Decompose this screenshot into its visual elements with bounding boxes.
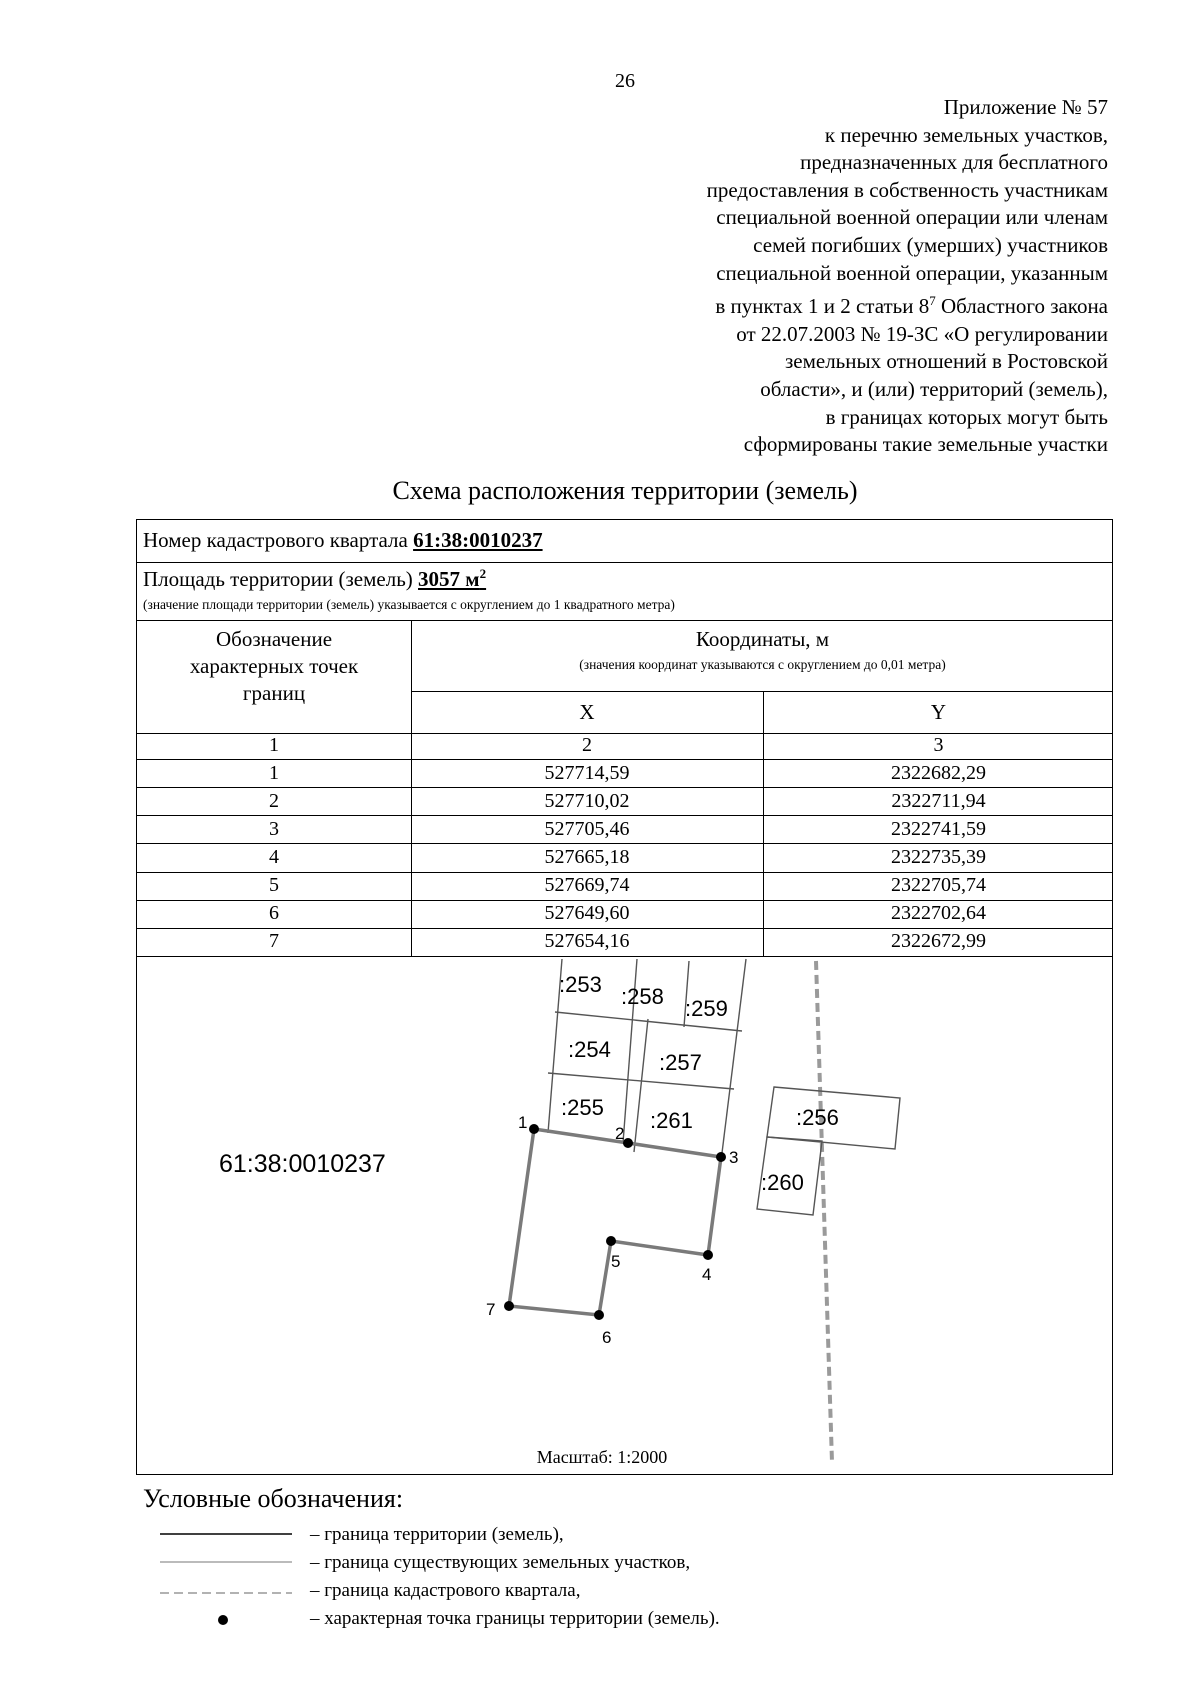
parcel-boundary-symbol bbox=[160, 1552, 295, 1572]
header-line: Обозначение bbox=[215, 627, 333, 651]
point-label: 5 bbox=[611, 1252, 621, 1271]
boundary-point bbox=[529, 1124, 539, 1134]
appendix-line: специальной военной операции, указанным bbox=[716, 260, 1108, 285]
appendix-line: от 22.07.2003 № 19-ЗС «О регулировании bbox=[736, 321, 1108, 346]
quarter-label: 61:38:0010237 bbox=[219, 1150, 386, 1178]
area-row bbox=[143, 566, 486, 592]
quarter-boundary-symbol bbox=[160, 1580, 295, 1600]
area-value bbox=[418, 567, 486, 591]
column-number: 1 bbox=[269, 734, 279, 756]
point-label: 7 bbox=[486, 1300, 496, 1319]
cadastral-map bbox=[137, 957, 1112, 1474]
x-cell: 527705,46 bbox=[544, 818, 630, 840]
point-cell: 5 bbox=[269, 874, 279, 896]
y-cell: 2322735,39 bbox=[891, 846, 986, 868]
x-cell: 527710,02 bbox=[544, 790, 630, 812]
parcel-label: :256 bbox=[796, 1105, 839, 1130]
quarter-boundary bbox=[816, 961, 832, 1462]
parcel-label: :257 bbox=[659, 1050, 702, 1075]
parcel-label: :259 bbox=[685, 996, 728, 1021]
appendix-line-article bbox=[707, 287, 1108, 321]
boundary-point bbox=[606, 1236, 616, 1246]
y-cell: 2322741,59 bbox=[891, 818, 986, 840]
legend-label: – граница кадастрового квартала, bbox=[310, 1580, 581, 1601]
legend-item bbox=[0, 1552, 1200, 1578]
table-divider bbox=[137, 900, 1112, 901]
cadastral-row bbox=[143, 528, 543, 553]
appendix-line: области», и (или) территорий (земель), bbox=[760, 376, 1108, 401]
table-divider bbox=[137, 815, 1112, 816]
column-number: 3 bbox=[933, 734, 944, 756]
page-number: 26 bbox=[615, 70, 635, 92]
coordinates-note: (значения координат указываются с округлением до 0,01 метра) bbox=[579, 657, 946, 672]
appendix-line: предназначенных для бесплатного bbox=[800, 150, 1108, 175]
point-cell: 3 bbox=[269, 818, 279, 840]
map-scale: Масштаб: 1:2000 bbox=[536, 1447, 668, 1467]
table-divider bbox=[137, 620, 1112, 621]
x-cell: 527665,18 bbox=[544, 846, 630, 868]
parcel-label: :260 bbox=[761, 1170, 804, 1195]
appendix-line: в границах которых могут быть bbox=[825, 404, 1108, 429]
parcel-label: :261 bbox=[650, 1108, 693, 1133]
appendix-header bbox=[707, 94, 1108, 459]
y-cell: 2322672,99 bbox=[891, 930, 986, 952]
appendix-line: земельных отношений в Ростовской bbox=[784, 349, 1108, 374]
table-divider bbox=[137, 759, 1112, 760]
area-note: (значение площади территории (земель) указывается с округлением до 1 квадратного метра) bbox=[143, 597, 675, 612]
appendix-line: Приложение № 57 bbox=[943, 95, 1108, 119]
appendix-article-text: в пунктах 1 и 2 статьи 8 bbox=[715, 294, 930, 319]
scheme-title: Схема расположения территории (земель) bbox=[392, 476, 858, 505]
y-cell: 2322702,64 bbox=[891, 902, 986, 924]
territory-boundary-symbol bbox=[160, 1524, 295, 1544]
x-cell: 527669,74 bbox=[544, 874, 630, 896]
appendix-line: к перечню земельных участков, bbox=[824, 122, 1108, 147]
legend-label: – граница существующих земельных участков, bbox=[310, 1552, 691, 1573]
x-cell: 527654,16 bbox=[544, 930, 630, 952]
point-label: 3 bbox=[729, 1148, 739, 1167]
point-cell: 7 bbox=[269, 930, 279, 952]
boundary-point bbox=[504, 1301, 514, 1311]
header-line: характерных точек bbox=[189, 654, 359, 678]
table-divider bbox=[411, 691, 1112, 692]
appendix-line: семей погибших (умерших) участников bbox=[753, 232, 1108, 257]
point-cell: 2 bbox=[269, 790, 279, 812]
legend-label: – характерная точка границы территории (земель). bbox=[310, 1608, 720, 1629]
point-cell: 1 bbox=[269, 762, 279, 784]
y-cell: 2322705,74 bbox=[891, 874, 986, 896]
table-divider bbox=[137, 928, 1112, 929]
table-divider bbox=[137, 843, 1112, 844]
boundary-point bbox=[594, 1310, 604, 1320]
boundary-point bbox=[623, 1138, 633, 1148]
area-label: Площадь территории (земель) bbox=[143, 567, 419, 591]
parcel-label: :255 bbox=[561, 1095, 604, 1120]
boundary-point bbox=[703, 1250, 713, 1260]
point-label: 4 bbox=[702, 1265, 712, 1284]
legend-item bbox=[0, 1524, 1200, 1550]
parcel-label: :258 bbox=[621, 984, 664, 1009]
point-label: 6 bbox=[602, 1328, 612, 1347]
x-header: X bbox=[579, 700, 595, 724]
boundary-point-symbol bbox=[160, 1608, 295, 1630]
appendix-line: сформированы такие земельные участки bbox=[743, 432, 1108, 457]
y-cell: 2322682,29 bbox=[891, 762, 986, 784]
parcel-label: :254 bbox=[568, 1037, 611, 1062]
parcel-label: :253 bbox=[559, 972, 602, 997]
area-unit-superscript: 2 bbox=[479, 566, 487, 581]
x-cell: 527649,60 bbox=[544, 902, 630, 924]
table-divider bbox=[137, 787, 1112, 788]
appendix-article-tail: Областного закона bbox=[935, 294, 1108, 319]
point-label: 2 bbox=[615, 1124, 625, 1143]
appendix-line: предоставления в собственность участникам bbox=[706, 177, 1108, 202]
boundary-point bbox=[716, 1152, 726, 1162]
table-divider bbox=[137, 562, 1112, 563]
point-label: 1 bbox=[518, 1113, 528, 1132]
cadastral-number: 61:38:0010237 bbox=[413, 528, 543, 552]
area-number: 3057 м bbox=[418, 567, 480, 591]
x-cell: 527714,59 bbox=[544, 762, 630, 784]
article-superscript: 7 bbox=[929, 293, 936, 309]
appendix-line: специальной военной операции или членам bbox=[716, 205, 1108, 230]
points-column-header bbox=[137, 626, 411, 707]
legend-title: Условные обозначения: bbox=[143, 1484, 404, 1513]
cadastral-label: Номер кадастрового квартала bbox=[143, 528, 414, 552]
point-cell: 6 bbox=[269, 902, 279, 924]
scheme-frame bbox=[136, 519, 1113, 1475]
coordinates-header: Координаты, м bbox=[695, 627, 830, 651]
legend-label: – граница территории (земель), bbox=[310, 1524, 564, 1545]
legend-item bbox=[0, 1608, 1200, 1634]
point-cell: 4 bbox=[269, 846, 279, 868]
table-divider bbox=[137, 872, 1112, 873]
y-header: Y bbox=[930, 700, 947, 724]
territory-boundary bbox=[509, 1129, 721, 1315]
y-cell: 2322711,94 bbox=[891, 790, 986, 812]
legend-item bbox=[0, 1580, 1200, 1606]
column-number: 2 bbox=[582, 734, 592, 756]
header-line: границ bbox=[242, 681, 306, 705]
